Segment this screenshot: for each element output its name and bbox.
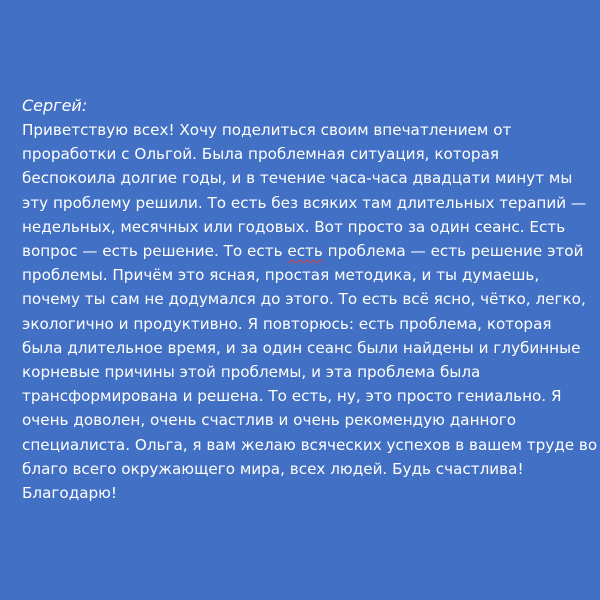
text-fragment: вопрос — есть решение. То есть xyxy=(22,242,288,261)
author-name: Сергей: xyxy=(22,96,88,115)
text-line: проблемы. Причём это ясная, простая методика, и ты думаешь, xyxy=(22,266,540,285)
text-line: очень доволен, очень счастлив и очень рекомендую данного xyxy=(22,411,517,430)
spellcheck-marked-word: есть xyxy=(287,242,323,261)
text-line: корневые причины этой проблемы, и эта проблема была xyxy=(22,363,481,382)
text-line xyxy=(22,239,582,263)
text-line: почему ты сам не додумался до этого. То есть всё ясно, чётко, легко, xyxy=(22,290,586,309)
text-line: беспокоила долгие годы, и в течение часа-часа двадцати минут мы xyxy=(22,169,573,188)
text-line: экологично и продуктивно. Я повторюсь: есть проблема, которая xyxy=(22,314,552,333)
testimonial-text xyxy=(22,118,598,505)
text-line: недельных, месячных или годовых. Вот просто за один сеанс. Есть xyxy=(22,217,566,236)
text-line: была длительное время, и за один сеанс были найдены и глубинные xyxy=(22,338,581,357)
text-line: эту проблему решили. То есть без всяких там длительных терапий — xyxy=(22,193,587,212)
text-line: благо всего окружающего мира, всех людей. Будь счастлива! xyxy=(22,459,524,478)
text-line: трансформирована и решена. То есть, ну, это просто гениально. Я xyxy=(22,387,562,406)
testimonial-block xyxy=(22,94,598,505)
text-fragment: проблема — есть решение этой xyxy=(322,242,584,261)
text-line: Приветствую всех! Хочу поделиться своим впечатлением от xyxy=(22,121,512,139)
text-line: проработки с Ольгой. Была проблемная ситуация, которая xyxy=(22,145,500,164)
text-line: Благодарю! xyxy=(22,484,118,503)
text-line: специалиста. Ольга, я вам желаю всяческих успехов в вашем труде во xyxy=(22,435,598,454)
